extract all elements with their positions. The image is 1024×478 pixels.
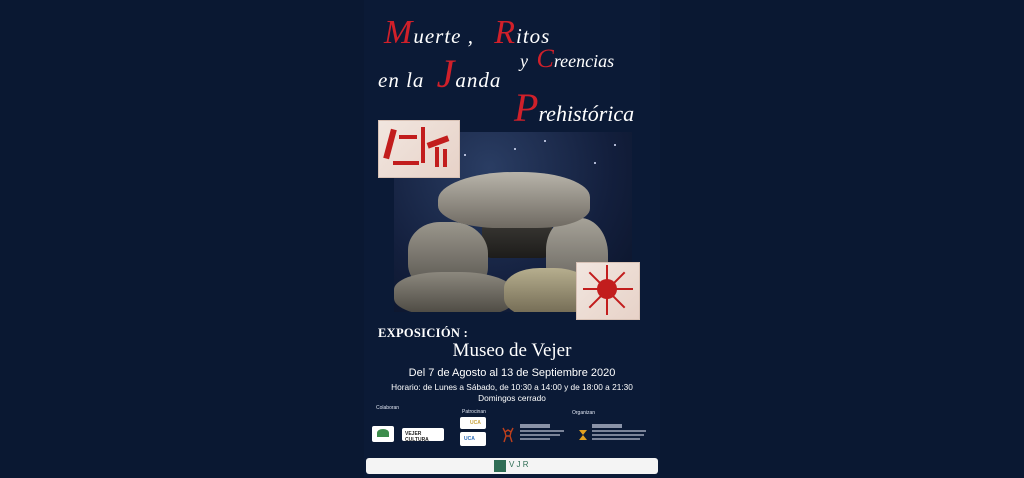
vejer-cultura-logo: [402, 428, 444, 441]
title-cap-m: M: [384, 14, 414, 51]
title-cap-p: P: [514, 85, 539, 130]
title-line-3: [520, 44, 614, 74]
venue-title: Museo de Vejer: [452, 340, 572, 361]
dolmen-stone: [394, 272, 514, 312]
organizan-label: Organizan: [572, 410, 596, 416]
text-line: [520, 434, 560, 436]
rock-art-mark: [399, 135, 417, 139]
leaf-icon: [377, 429, 389, 437]
text-line: [592, 424, 622, 428]
vejer-logo-icon: [494, 460, 506, 472]
title-comma: ,: [461, 24, 474, 48]
organizer-text-1: [520, 424, 566, 440]
footer-bar: [366, 458, 658, 474]
rock-art-mark: [421, 127, 425, 163]
title-muerte: uerte: [413, 24, 462, 48]
vejer-cultura-text: VEJER CULTURA: [405, 431, 429, 443]
dolmen-capstone: [438, 172, 590, 228]
star: [514, 148, 516, 150]
star: [614, 144, 616, 146]
colaboran-label: Colaboran: [376, 405, 400, 411]
deer-icon: [500, 426, 516, 444]
colaborador-logo: [372, 426, 394, 442]
hourglass-icon: [578, 428, 588, 440]
title-line-2: [378, 50, 501, 97]
organizer-text-2: [592, 424, 648, 440]
exposicion-label: EXPOSICIÓN :: [378, 326, 469, 340]
title-line-4: [514, 84, 634, 131]
title-cap-r: R: [494, 14, 517, 51]
text-line: [592, 430, 646, 432]
title-cap-c: C: [536, 44, 554, 73]
title-cap-j: J: [436, 51, 456, 96]
title-en-la: en la: [378, 68, 425, 92]
uca-logo-text: UCA: [464, 436, 475, 442]
rock-art-sun: [576, 262, 640, 320]
text-line: [520, 430, 564, 432]
star: [594, 162, 596, 164]
uca-logo: [460, 432, 486, 446]
opening-hours: Horario: de Lunes a Sábado, de 10:30 a 14:00 y de 18:00 a 21:30: [391, 382, 633, 392]
star: [544, 140, 546, 142]
fca-logo-text: UCA: [470, 420, 481, 426]
star: [464, 154, 466, 156]
closed-days: Domingos cerrado: [478, 393, 546, 403]
exhibition-poster: [364, 0, 660, 478]
exhibition-dates: Del 7 de Agosto al 13 de Septiembre 2020: [408, 367, 616, 379]
title-y: y: [520, 51, 528, 71]
text-line: [520, 424, 550, 428]
title-creencias: reencias: [553, 51, 615, 71]
patrocinan-label: Patrocinan: [462, 409, 486, 415]
rock-art-figures: [378, 120, 460, 178]
rock-art-mark: [443, 149, 447, 167]
title-janda: anda: [455, 68, 502, 92]
text-line: [592, 434, 644, 436]
footer-text: V J R: [509, 460, 529, 469]
rock-art-mark: [393, 161, 419, 165]
fca-logo: [460, 417, 486, 429]
rock-art-mark: [383, 129, 397, 160]
rock-art-mark: [435, 147, 439, 167]
title-ritos: itos: [516, 24, 551, 48]
title-prehistorica: rehistórica: [538, 101, 635, 126]
text-line: [592, 438, 640, 440]
text-line: [520, 438, 550, 440]
